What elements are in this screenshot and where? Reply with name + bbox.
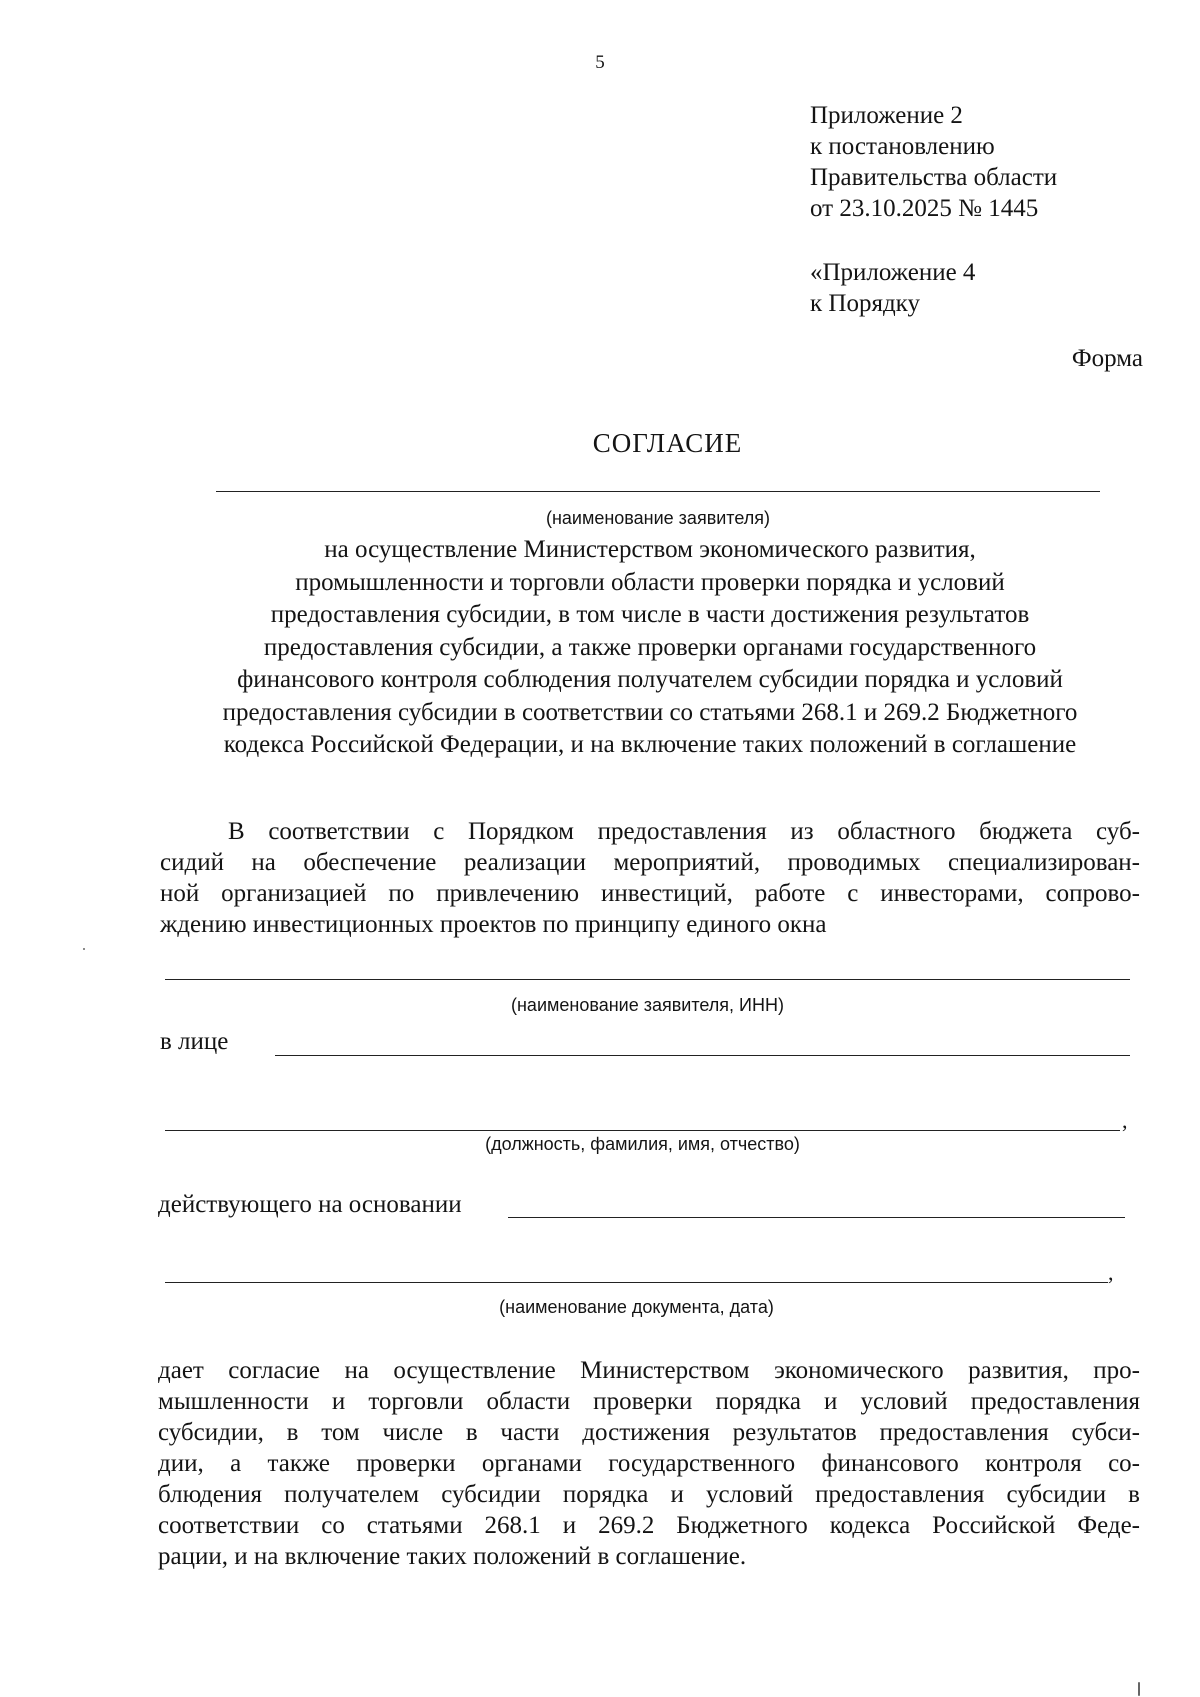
consent-line: дии, а также проверки органами государственного финансового контроля со- <box>158 1450 1140 1477</box>
acting-basis-line <box>508 1217 1125 1218</box>
applicant-name-line <box>216 491 1100 492</box>
heading-line: на осуществление Министерством экономического развития, <box>324 536 976 563</box>
consent-line: мышленности и торговли области проверки порядка и условий предоставления <box>158 1388 1140 1415</box>
applicant-inn-line <box>165 979 1130 980</box>
document-date-line <box>165 1282 1108 1283</box>
applicant-caption: (наименование заявителя) <box>545 508 771 528</box>
document-date-comma: , <box>1108 1260 1114 1285</box>
heading-line: предоставления субсидии в соответствии со статьями 268.1 и 269.2 Бюджетного <box>222 698 1078 726</box>
appendix-line: к постановлению <box>810 133 995 160</box>
scan-mark <box>1138 1682 1140 1696</box>
intro-line: ждению инвестиционных проектов по принципу единого окна <box>160 911 827 938</box>
intro-line: В соответствии с Порядком предоставления из областного бюджета суб- <box>228 818 1140 845</box>
heading-line: промышленности и торговли области проверки порядка и условий <box>295 568 1005 596</box>
page-number: 5 <box>595 52 605 73</box>
consent-line: блюдения получателем субсидии порядка и условий предоставления субсидии в <box>158 1481 1140 1508</box>
form-label: Форма <box>1071 345 1143 372</box>
appendix-line: Правительства области <box>810 164 1058 191</box>
scan-speck <box>83 948 85 950</box>
heading-line: кодекса Российской Федерации, и на включение таких положений в соглашение <box>223 731 1077 758</box>
consent-line: субсидии, в том числе в части достижения результатов предоставления субси- <box>158 1419 1140 1446</box>
heading-line: предоставления субсидии, в том числе в части достижения результатов <box>270 601 1030 628</box>
consent-line: рации, и на включение таких положений в соглашение. <box>158 1543 747 1570</box>
intro-line: ной организацией по привлечению инвестиций, работе с инвесторами, сопрово- <box>160 880 1140 907</box>
in-person-label: в лице <box>160 1028 229 1055</box>
appendix-block <box>810 100 1057 224</box>
document-date-caption: (наименование документа, дата) <box>499 1297 774 1317</box>
position-name-comma: , <box>1122 1108 1128 1133</box>
consent-line: дает согласие на осуществление Министерством экономического развития, про- <box>158 1357 1140 1384</box>
inner-appendix-block <box>810 257 975 319</box>
appendix-line: от 23.10.2025 № 1445 <box>810 195 1039 222</box>
in-person-line <box>275 1055 1130 1056</box>
position-name-caption: (должность, фамилия, имя, отчество) <box>485 1134 800 1154</box>
intro-paragraph <box>160 816 1140 940</box>
document-title: СОГЛАСИЕ <box>592 428 743 458</box>
acting-basis-label: действующего на основании <box>158 1191 462 1218</box>
inner-appendix-line: к Порядку <box>810 290 920 317</box>
intro-line: сидий на обеспечение реализации мероприятий, проводимых специализирован- <box>160 849 1140 876</box>
applicant-inn-caption: (наименование заявителя, ИНН) <box>511 995 784 1015</box>
heading-line: предоставления субсидии, а также проверки органами государственного <box>263 633 1037 661</box>
inner-appendix-line: «Приложение 4 <box>810 259 976 286</box>
consent-line: соответствии со статьями 268.1 и 269.2 Бюджетного кодекса Российской Феде- <box>158 1512 1140 1539</box>
position-name-line <box>165 1130 1120 1131</box>
consent-heading <box>150 534 1150 762</box>
heading-line: финансового контроля соблюдения получателем субсидии порядка и условий <box>237 666 1063 693</box>
appendix-line: Приложение 2 <box>810 102 963 129</box>
consent-paragraph <box>158 1355 1140 1572</box>
